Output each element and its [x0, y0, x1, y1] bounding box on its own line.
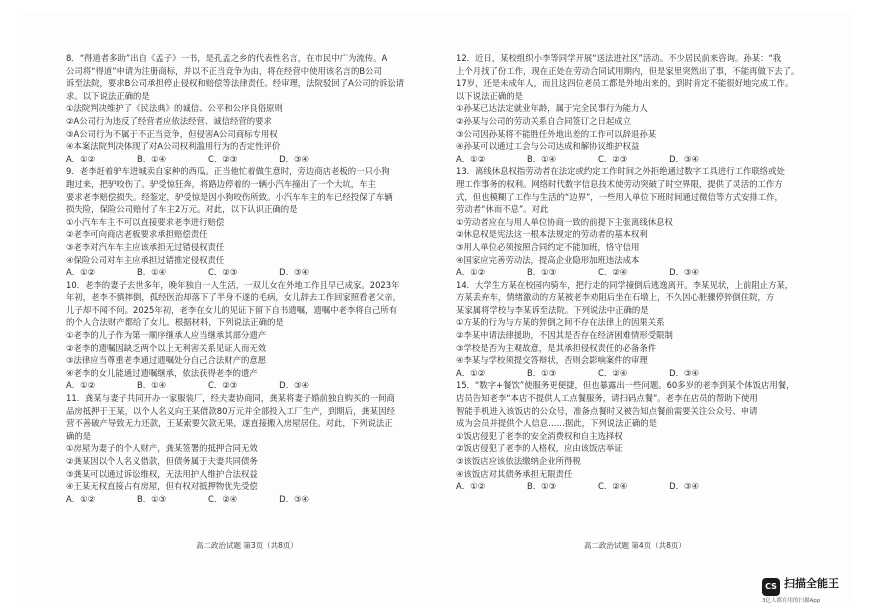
text-line: 营不善破产导致无力还款，王某索要欠款无果，遂直接搬入房屋居住。对此，下列说法正: [66, 418, 393, 429]
text-line: ④孙某可以通过工会与公司达成和解协议维护权益: [456, 141, 640, 152]
text-line: ②休息权是宪法这一根本法规定的劳动者的基本权利: [456, 229, 648, 240]
text-line: 12．近日，某校组织小李等同学开展“送法进社区”活动。不少居民前来咨询。孙某：“我: [456, 53, 782, 63]
text-line: 劳动者“休而不息”。对此: [456, 204, 549, 215]
text-line: 17岁，还是未成年人，而且这四位老员工都是外地出来的，到时肯定不能很好地完成工作。: [456, 78, 794, 89]
text-line: ③龚某可以通过诉讼维权，无法用护人维护合法权益: [66, 468, 258, 479]
text-line: ①小汽车车主不可以直接要求老李进行赔偿: [66, 216, 225, 227]
exam-page-3: [66, 52, 451, 505]
text-line: ①法院判决维护了《民法典》的诚信、公平和公序良俗原则: [66, 103, 283, 114]
text-line: 儿子却不闻不问。2025年初，老李在女儿的见证下留下自书遗嘱，遗嘱中老李将自己所有: [66, 304, 398, 315]
text-line: ③用人单位必须按照合同约定不能加班，恪守信用: [456, 241, 640, 252]
text-line: ④李某与学校须提交答辩状，否则会影响案件的审理: [456, 355, 648, 366]
exam-page-4: [456, 52, 841, 493]
scanner-watermark: [762, 575, 866, 607]
text-line: A．①② B．①④ C．②③ D．③④: [66, 380, 309, 391]
text-line: 上个月找了份工作，现在正处在劳动合同试用期内，但是家里突然出了事，不能再做下去了。: [456, 65, 800, 76]
text-line: A．①② B．①③ C．②④ D．③④: [456, 481, 699, 492]
text-line: ③学校是否为主观故意，是其承担侵权责任的必备条件: [456, 342, 657, 353]
text-line: 损失险，保险公司赔付了车主2万元。对此，以下认识正确的是: [66, 204, 298, 215]
text-line: 公司将“得道”申请为注册商标，并以不正当竞争为由，将在经营中使用该名言的B公司: [66, 65, 382, 76]
text-line: ③该饭店应该依法缴纳企业所得税: [456, 456, 581, 466]
text-line: 要求老李赔偿损失。经鉴定，驴受惊是因小狗咬伤所致。小汽车车主的车已经投保了车辆: [66, 191, 393, 202]
text-line: ①劳动者应在与用人单位协商一致的前提下主张离线休息权: [456, 216, 673, 227]
text-line: 9．老李赶着驴车进城卖自家种的西瓜。正当他忙着做生意时，旁边商店老板的一只小狗: [66, 166, 390, 177]
text-line: ②老李可向商店老板要求承担赔偿责任: [66, 229, 208, 240]
text-line: 年初，老李不慎摔倒，孤经医治却落下了半身不遂的毛病，女儿辞去工作回家照看老父亲，: [66, 292, 401, 303]
text-line: 8．“得道者多助”出自《孟子》一书，是孔孟之乡的代表性名言，在市民中广为流传。A: [66, 53, 388, 63]
text-line: ④该饭店对其债务承担无限责任: [456, 468, 573, 479]
text-line: 求。以下说法正确的是: [66, 90, 150, 101]
text-line: 诉至法院，要求B公司承担停止侵权和赔偿等法律责任。经审理，法院驳回了A公司的诉讼请: [66, 78, 405, 89]
text-line: ②A公司行为违反了经营者应依法经营、诚信经营的要求: [66, 115, 272, 126]
text-line: A．①② B．①④ C．②③ D．③④: [66, 153, 309, 164]
scanned-sheet: [18, 12, 852, 602]
text-line: ①老李的儿子作为第一顺序继承人应当继承其部分遗产: [66, 330, 267, 341]
text-line: ①方某的行为与方某的猝倒之间不存在法律上的因果关系: [456, 317, 665, 328]
text-line: 11．龚某与妻子共同开办一家服装厂，经夫妻协商同，龚某将妻子婚前独自购买的一间商: [66, 393, 395, 404]
text-line: 式，但也模糊了工作与生活的“边界”，一些用人单位下班时间通过微信等方式安排工作，: [456, 191, 783, 202]
text-line: ②龚某因以个人名义借款，但债务属于夫妻共同债务: [66, 456, 258, 466]
text-line: ③A公司行为不属于不正当竞争，但侵害A公司商标专用权: [66, 128, 278, 139]
text-line: A．①② B．①③ C．②④ D．③④: [456, 367, 699, 378]
text-line: 理工作事务的权利。网络时代数字信息技术使劳动突破了时空界限，提供了灵活的工作方: [456, 178, 783, 189]
text-line: 确的是: [66, 430, 92, 441]
text-line: ④保险公司对车主应承担过错推定侵权责任: [66, 254, 225, 265]
text-line: ②孙某与公司的劳动关系自合同签订之日起成立: [456, 115, 632, 126]
text-line: ①孙某已达法定就业年龄，属于完全民事行为能力人: [456, 103, 648, 114]
text-line: ②李某申请法律援助，不因其是否存在经济困难情形受限制: [456, 330, 673, 341]
text-line: ③公司因孙某将不能胜任外地出差的工作可以辞退孙某: [456, 128, 657, 139]
text-line: 13．离线休息权指劳动者在法定或约定工作时间之外拒绝通过数字工具进行工作联络或处: [456, 166, 785, 177]
text-line: 15．“数字+餐饮”使服务更便捷，但也暴露出一些问题。60多岁的老李到某个体饭店用餐，: [456, 380, 795, 391]
text-line: 的个人合法财产都给了女儿。根据材料，下列说法正确的是: [66, 317, 284, 328]
text-line: ④国家应完善劳动法，提高企业隐形加班违法成本: [456, 254, 640, 265]
text-line: ③法律应当尊重老李通过遗嘱处分自己合法财产的意愿: [66, 355, 267, 366]
text-line: 14．大学生方某在校园内骑车，把行走的同学撞倒后逃逸离开。李某见状，上前阻止方某，: [456, 279, 794, 290]
text-line: A．①② B．①④ C．②③ D．③④: [66, 267, 309, 278]
text-line: ③老李对汽车车主应该承担无过错侵权责任: [66, 241, 225, 252]
scanner-app-name: 扫描全能王: [784, 577, 839, 590]
text-line: ④本案法院判决体现了对A公司权利滥用行为的否定性评价: [66, 141, 281, 152]
text-line: ④老李的女儿能通过遗嘱继承，依法获得老李的遗产: [66, 367, 258, 378]
page-footer-4: 高二政治试题 第4页（共8页）: [584, 541, 686, 550]
text-line: A．①② B．①③ C．②④ D．③④: [66, 493, 309, 504]
text-line: 以下说法正确的是: [456, 90, 523, 101]
page-footer-3: 高二政治试题 第3页（共8页）: [196, 541, 298, 550]
text-line: ②饭店侵犯了老李的人格权，应由该饭店举证: [456, 443, 623, 454]
text-line: ②老李的遗嘱因缺乏两个以上无利害关系见证人而无效: [66, 342, 267, 353]
text-line: A．①② B．①④ C．②③ D．③④: [456, 153, 699, 164]
text-line: 店员告知老李“本店不提供人工点餐服务，请扫码点餐”。老李在店员的帮助下使用: [456, 393, 758, 404]
text-line: 成为会员并提供个人信息……据此，下列说法正确的是: [456, 418, 657, 429]
text-line: ④王某无权直接占有房屋，但有权对抵押物优先受偿: [66, 481, 258, 492]
text-line: A．①② B．①③ C．②④ D．③④: [456, 267, 699, 278]
text-line: ①房屋为妻子的个人财产，龚某签署的抵押合同无效: [66, 443, 258, 454]
text-line: ①饭店侵犯了老李的安全消费权和自主选择权: [456, 430, 623, 441]
text-line: 跑过来，把驴咬伤了。驴受惊狂奔，将路边停着的一辆小汽车撞出了一个大坑，车主: [66, 178, 376, 189]
scanner-tagline: 3亿人都在用的扫描App: [762, 598, 821, 604]
text-line: 10．老李的妻子去世多年，晚年独自一人生活，一双儿女在外地工作且早已成家。2023年: [66, 279, 400, 290]
text-line: 方某丢弃车，情绪激动的方某被老李劝阻后坐在石墩上，不久因心脏骤停猝倒住院，方: [456, 292, 775, 303]
text-line: 智能手机进入该饭店的公众号，准备点餐时又被告知点餐前需要关注公众号、申请: [456, 405, 758, 416]
scanner-logo-icon: CS: [762, 578, 780, 596]
text-line: 品房抵押于王某，以个人名义向王某借款80万元并全部投入工厂生产，到期后，龚某因经: [66, 405, 395, 416]
text-line: 某家属将学校与李某诉至法院。下列说法中正确的是: [456, 304, 649, 315]
